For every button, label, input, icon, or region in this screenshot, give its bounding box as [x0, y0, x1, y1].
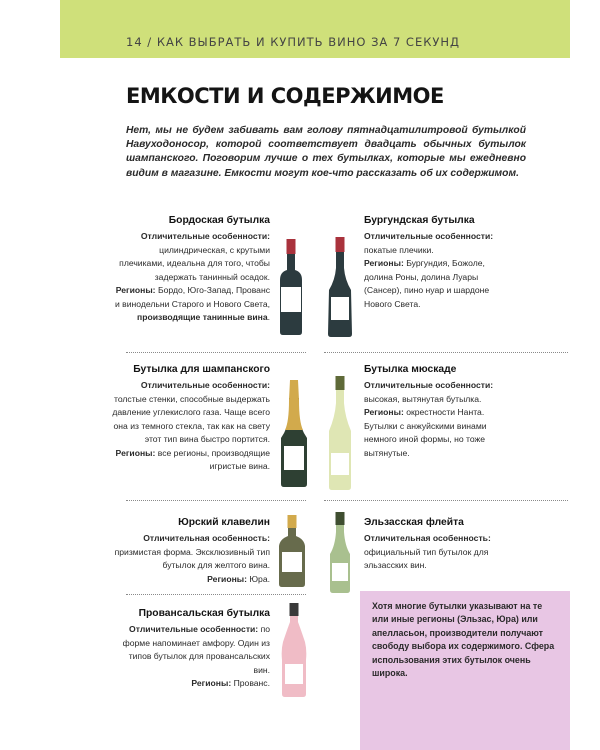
alsace-bottle	[326, 510, 354, 594]
champagne-description	[112, 362, 270, 474]
page-title: ЕМКОСТИ И СОДЕРЖИМОЕ	[126, 84, 444, 108]
bordeaux-title: Бордоская бутылка	[168, 215, 270, 226]
jura-regions: Регионы: Юра.	[207, 573, 270, 584]
provence-features: Отличительные особенности: по форме напоминает амфору. Один из типов бутылок для провансальских вин.	[122, 624, 270, 675]
separator-left-1	[126, 352, 306, 353]
separator-right-2	[324, 500, 568, 501]
champagne-regions: Регионы: все регионы, производящие игристые вина.	[115, 447, 270, 471]
burgundy-regions: Регионы: Бургундия, Божоле, долина Роны, долина Луары (Сансер), пино нуар и шардоне Нового Света.	[364, 258, 490, 309]
provence-description	[112, 606, 270, 691]
running-header: 14 / КАК ВЫБРАТЬ И КУПИТЬ ВИНО ЗА 7 СЕКУНД	[126, 35, 461, 49]
alsace-features: Отличительная особенность: официальный тип бутылок для эльзасских вин.	[364, 533, 491, 570]
bordeaux-regions: Регионы: Бордо, Юго-Запад, Прованс и винодельни Старого и Нового Света, производящие танинные вина.	[114, 285, 270, 322]
burgundy-description	[364, 213, 494, 311]
header-band	[60, 0, 570, 58]
jura-title: Юрский клавелин	[178, 517, 270, 528]
bordeaux-description	[112, 213, 270, 325]
separator-right-1	[324, 352, 568, 353]
muscadet-title: Бутылка мюскаде	[364, 364, 457, 375]
provence-title: Провансальская бутылка	[138, 608, 270, 619]
jura-bottle	[276, 512, 308, 588]
intro-paragraph: Нет, мы не будем забивать вам голову пятнадцатилитровой бутылкой Навуходоносор, которой соответствует двадцать обычных бутылок шампанского. Поговорим лучше о тех бутылках, которые мы ежедневно видим в магазине. Емкости могут кое-что рассказать об их содержимом.	[126, 125, 526, 179]
separator-left-3	[126, 594, 306, 595]
burgundy-features: Отличительные особенности: покатые плечики.	[364, 231, 494, 255]
alsace-title: Эльзасская флейта	[364, 517, 464, 528]
champagne-title: Бутылка для шампанского	[133, 364, 270, 375]
muscadet-description	[364, 362, 494, 460]
bordeaux-features: Отличительные особенности: цилиндрическая, с крутыми плечиками, идеальна для того, чтобы задержать танинный осадок.	[119, 231, 270, 282]
champagne-features: Отличительные особенности: толстые стенки, способные выдержать давление углекислого газа. Чаще всего она из темного стекла, так как на свету этот тип вина быстро портится.	[112, 380, 270, 444]
muscadet-features: Отличительные особенности: высокая, вытянутая бутылка.	[364, 380, 494, 404]
burgundy-bottle	[324, 234, 356, 338]
muscadet-bottle	[325, 373, 355, 491]
muscadet-regions: Регионы: окрестности Нанта. Бутылки с анжуйскими винами немного иной формы, но тоже вытянутые.	[364, 407, 487, 458]
separator-left-2	[126, 500, 306, 501]
provence-bottle	[277, 600, 311, 698]
sidebox-text: Хотя многие бутылки указывают на те или иные регионы (Эльзас, Юра) или апелласьон, производители получают свободу выбора их содержимого. Сфера использования этих бутылок очень широка.	[372, 601, 555, 679]
alsace-description	[364, 515, 504, 573]
champagne-bottle	[277, 378, 311, 488]
provence-regions: Регионы: Прованс.	[191, 678, 270, 688]
jura-description	[112, 515, 270, 586]
bordeaux-bottle	[276, 236, 306, 336]
jura-features: Отличительная особенность: призмистая форма. Эксклюзивный тип бутылок для желтого вина.	[114, 533, 270, 570]
burgundy-title: Бургундская бутылка	[364, 215, 475, 226]
